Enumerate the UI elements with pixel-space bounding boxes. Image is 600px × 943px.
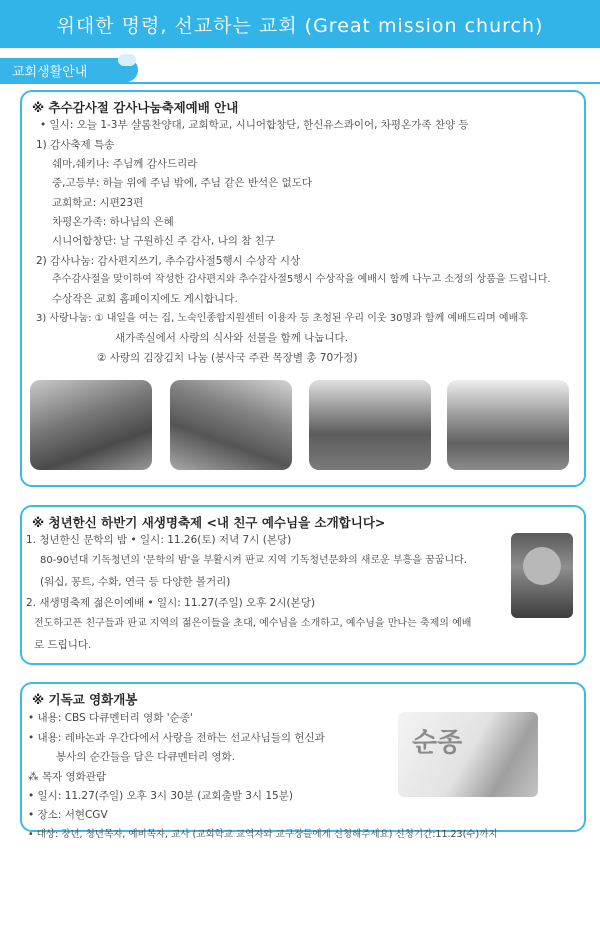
section-divider [0, 82, 600, 84]
notice-line: • 대상: 장년, 청년목자, 예비목자, 교사 (교회학교 교역자와 교구장들에게 신청해주세요) 신청기간:11.23(수)까지 [28, 829, 498, 840]
notice-line: 쉐마,쉐키나: 주님께 감사드리라 [52, 158, 198, 170]
section-tab-label: 교회생활안내 [12, 64, 88, 80]
film-notice [20, 682, 586, 840]
cloud-icon [118, 54, 136, 66]
youth-festival-title: ※ 청년한신 하반기 새생명축제 <내 친구 예수님을 소개합니다> [32, 515, 386, 530]
notice-line: • 내용: CBS 다큐멘터리 영화 '순종' [28, 712, 193, 724]
thanksgiving-title: ※ 추수감사절 감사나눔축제예배 안내 [32, 100, 239, 115]
notice-line: 차평온가족: 하나님의 은혜 [52, 216, 174, 228]
notice-line: 3) 사랑나눔: ① 내일을 여는 집, 노숙인종합지원센터 이용자 등 초청된 우리 이웃 30명과 함께 예배드리며 예배후 [36, 313, 528, 324]
notice-line: 봉사의 순간들을 담은 다큐멘터리 영화. [56, 751, 235, 763]
notice-line: 교회학교: 시편23편 [52, 197, 144, 209]
notice-line: 로 드립니다. [34, 639, 92, 651]
notice-line: 2. 새생명축제 젊은이예배 • 일시: 11.27(주일) 오후 2시(본당) [26, 597, 315, 609]
notice-line: • 일시: 오늘 1-3부 샬롬찬양대, 교회학교, 시니어합창단, 한신유스콰이어, 차평온가족 찬양 등 [40, 119, 469, 131]
notice-line: (워십, 꽁트, 수화, 연극 등 다양한 볼거리) [40, 576, 231, 588]
film-poster [398, 712, 538, 797]
notice-line: 1. 청년한신 문학의 밤 • 일시: 11.26(토) 저녁 7시 (본당) [26, 534, 292, 546]
notice-line: 80-90년대 기독청년의 '문학의 밤'을 부활시켜 판교 지역 기독청년문화의 새로운 부흥을 꿈꿉니다. [40, 555, 467, 566]
notice-line: 전도하고픈 친구들과 판교 지역의 젊은이들을 초대, 예수님을 소개하고, 예수님을 만나는 축제의 예배 [34, 618, 472, 629]
youth-festival-poster [511, 533, 573, 618]
children-choir-photo [30, 380, 152, 470]
notice-line: ② 사랑의 김장김치 나눔 (봉사국 주관 목장별 총 70가정) [97, 352, 358, 364]
notice-line: 중,고등부: 하늘 위에 주님 밖에, 주님 같은 반석은 없도다 [52, 177, 313, 189]
notice-line: • 내용: 레바논과 우간다에서 사랑을 전하는 선교사님들의 헌신과 [28, 732, 325, 744]
film-poster-title: 순종 [412, 728, 463, 758]
thanksgiving-notice [20, 90, 586, 487]
notice-line: 새가족실에서 사랑의 식사와 선물을 함께 나눕니다. [115, 332, 349, 344]
notice-line: • 장소: 서현CGV [28, 809, 108, 821]
youth-festival-notice [20, 505, 586, 665]
notice-line: 1) 감사축제 특송 [36, 139, 115, 151]
notice-line: 수상작은 교회 홈페이지에도 게시합니다. [52, 293, 238, 305]
church-sanctuary-photo [309, 380, 431, 470]
notice-line: • 일시: 11.27(주일) 오후 3시 30분 (교회출발 3시 15분) [28, 790, 293, 802]
senior-choir-photo [447, 380, 569, 470]
poster-portrait [523, 547, 561, 585]
film-notice-title: ※ 기독교 영화개봉 [32, 692, 138, 707]
page-header [0, 0, 600, 48]
notice-line: 시니어합창단: 날 구원하신 주 감사, 나의 참 친구 [52, 235, 275, 247]
notice-line: ⁂ 목자 영화관람 [28, 771, 107, 783]
header-title: 위대한 명령, 선교하는 교회 (Great mission church) [56, 14, 544, 37]
notice-line: 2) 감사나눔: 감사편지쓰기, 추수감사절5행시 수상작 시상 [36, 255, 301, 267]
notice-line: 추수감사절을 맞이하여 작성한 감사편지와 추수감사절5행시 수상작을 예배시 함께 나누고 소정의 상품을 드립니다. [52, 274, 551, 285]
family-singing-photo [170, 380, 292, 470]
